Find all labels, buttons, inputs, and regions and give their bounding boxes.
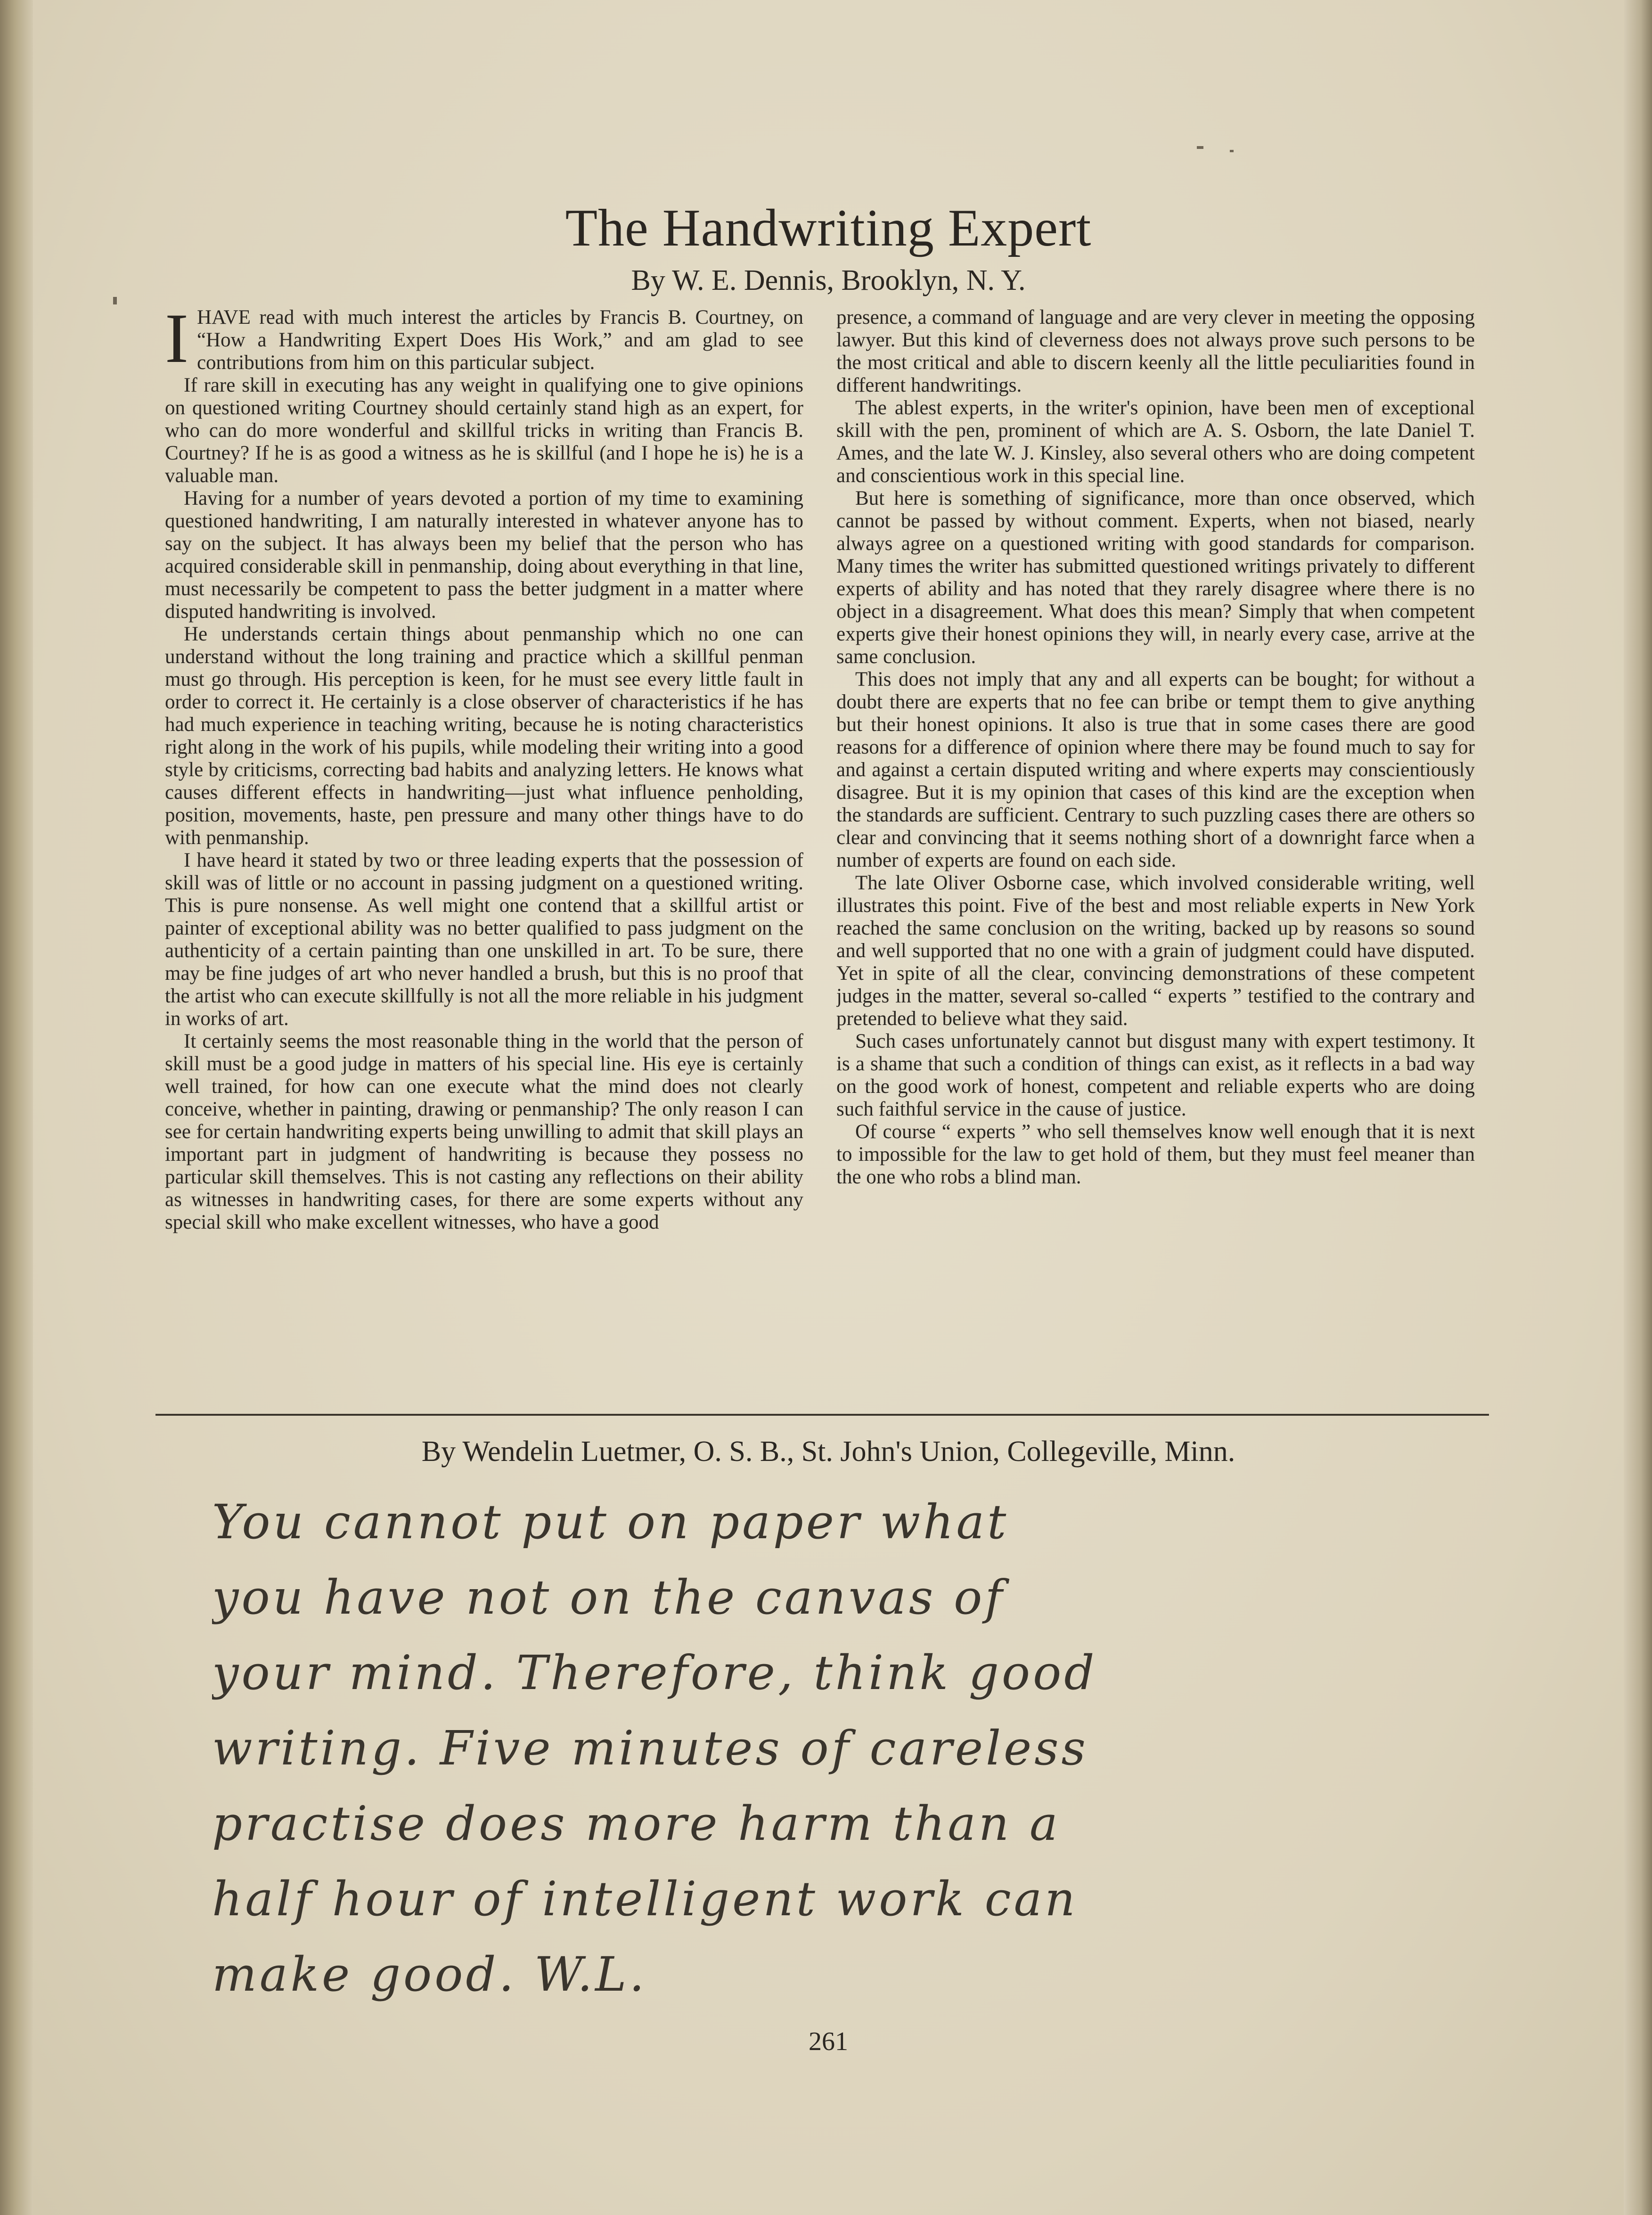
article-paragraph: [165, 306, 803, 377]
page-edge-shadow: [1624, 0, 1652, 2215]
article-paragraph: He understands certain things about penmanship which no one can understand without the long training and practice which a skillful penman must go through. His perception is keen, for he must see every little fault in order to correct it. He certainly is a close observer of characteristics if he has had much experience in teaching writing, because he is noting characteristics right along in the work of his pupils, while modeling their writing into a good style by criticisms, correcting bad habits and analyzing letters. He knows what causes different effects in handwriting—just what influence penholding, position, movements, haste, pen pressure and many other things have to do with penmanship.: [165, 623, 803, 849]
drop-cap: I: [165, 306, 188, 377]
handwriting-line: practise does more harm than a: [212, 1796, 1061, 1851]
handwriting-line: make good. W.L.: [212, 1947, 647, 2002]
article-paragraph: The late Oliver Osborne case, which involved considerable writing, well illustrates this point. Five of the best and most reliable experts in New York reached the same conclusion on the writing, backed up by reasons so sound and well supported that no one with a grain of judgment could have disputed. Yet in spite of all the clear, convincing demonstrations of these competent judges in the matter, several so-called “ experts ” testified to the contrary and pretended to believe what they said.: [836, 872, 1475, 1030]
article-paragraph: It certainly seems the most reasonable thing in the world that the person of skill must be a good judge in matters of his special line. His eye is certainly well trained, for how can one execute what the mind does not clearly conceive, whether in painting, drawing or penmanship? The only reason I can see for certain handwriting experts being unwilling to admit that skill plays an important part in judgment of handwriting is because they possess no particular skill themselves. This is not casting any reflections on their ability as witnesses in handwriting cases, for there are some experts without any special skill who make excellent witnesses, who have a good: [165, 1030, 803, 1233]
ink-speck: [1197, 146, 1203, 149]
handwriting-line: writing. Five minutes of careless: [212, 1721, 1088, 1776]
handwriting-line: your mind. Therefore, think good: [212, 1645, 1097, 1700]
article-paragraph: Having for a number of years devoted a portion of my time to examining questioned handwriting, I am naturally interested in whatever anyone has to say on the subject. It has always been my belief that the person who has acquired considerable skill in penmanship, doing about everything in that line, must necessarily be competent to pass the better judgment in a matter where disputed handwriting is involved.: [165, 487, 803, 623]
article-paragraph: Of course “ experts ” who sell themselves know well enough that it is next to impossible for the law to get hold of them, but they must feel meaner than the one who robs a blind man.: [836, 1121, 1475, 1188]
article-column-left: [165, 306, 803, 1395]
book-spine-shadow: [0, 0, 33, 2215]
section-divider: [155, 1414, 1489, 1416]
article-paragraph: If rare skill in executing has any weight in qualifying one to give opinions on questioned writing Courtney should certainly stand high as an expert, for who can do more wonderful and skillful tricks in writing than Francis B. Courtney? If he is as good a witness as he is skillful (and I hope he is) he is a valuable man.: [165, 374, 803, 487]
article-paragraph: The ablest experts, in the writer's opinion, have been men of exceptional skill with the pen, prominent of which are A. S. Osborn, the late Daniel T. Ames, and the late W. J. Kinsley, also several others who are doing competent and conscientious work in this special line.: [836, 397, 1475, 487]
handwriting-line: You cannot put on paper what: [212, 1494, 1009, 1550]
article-title: The Handwriting Expert: [565, 199, 1092, 257]
article-paragraph: I have heard it stated by two or three leading experts that the possession of skill was of little or no account in passing judgment on a questioned writing. This is pure nonsense. As well might one contend that a skillful artist or painter of exceptional ability was no better qualified to pass judgment on the authenticity of a certain painting than one unskilled in art. To be sure, there may be fine judges of art who never handled a brush, but this is no proof that the artist who can execute skillfully is not all the more reliable in his judgment in works of art.: [165, 849, 803, 1030]
article-paragraph: Such cases unfortunately cannot but disgust many with expert testimony. It is a shame that such a condition of things can exist, as it reflects in a bad way on the good work of honest, competent and reliable experts who are doing such faithful service in the cause of justice.: [836, 1030, 1475, 1120]
ink-speck: [1230, 150, 1234, 152]
ink-speck: [113, 297, 117, 304]
handwriting-byline: By Wendelin Luetmer, O. S. B., St. John's Union, Collegeville, Minn.: [421, 1436, 1235, 1468]
page-number: 261: [809, 2027, 848, 2056]
article-paragraph: But here is something of significance, more than once observed, which cannot be passed by without comment. Experts, when not biased, nearly always agree on a questioned writing with good standards for comparison. Many times the writer has submitted questioned writings privately to different experts of ability and has noted that they rarely disagree where there is no object in a disagreement. What does this mean? Simply that when competent experts give their honest opinions they will, in nearly every case, arrive at the same conclusion.: [836, 487, 1475, 668]
article-paragraph: presence, a command of language and are very clever in meeting the opposing lawyer. But this kind of cleverness does not always prove such persons to be the most critical and able to discern keenly all the little peculiarities found in different handwritings.: [836, 306, 1475, 396]
first-paragraph-text: HAVE read with much interest the articles by Francis B. Courtney, on “How a Handwriting Expert Does His Work,” and am glad to see contributions from him on this particular subject.: [196, 306, 803, 374]
handwriting-line: you have not on the canvas of: [212, 1570, 1006, 1625]
article-paragraph: This does not imply that any and all experts can be bought; for without a doubt there are experts that no fee can bribe or tempt them to give anything but their honest opinions. It also is true that in some cases there are good reasons for a difference of opinion where there may be found much to say for and against a certain disputed writing and where experts may conscientiously disagree. But it is my opinion that cases of this kind are the exception when the standards are sufficient. Centrary to such puzzling cases there are others so clear and convincing that it seems nothing short of a downright farce when a number of experts are found on each side.: [836, 668, 1475, 871]
magazine-page: [33, 0, 1624, 2215]
handwriting-specimen: [212, 1485, 1484, 2017]
article-byline: By W. E. Dennis, Brooklyn, N. Y.: [631, 264, 1026, 296]
article-column-right: [836, 306, 1475, 1395]
handwriting-line: half hour of intelligent work can: [212, 1871, 1078, 1927]
